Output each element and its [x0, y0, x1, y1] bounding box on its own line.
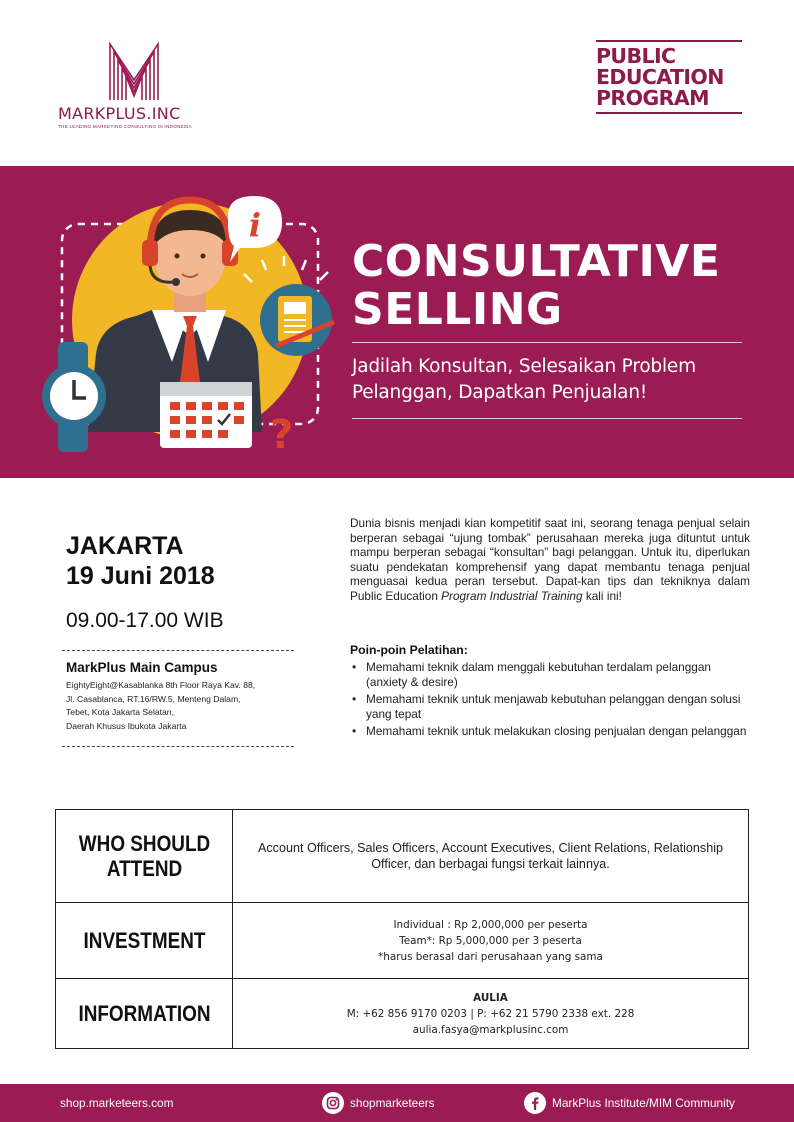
- course-title-line-1: CONSULTATIVE: [352, 236, 721, 287]
- who-should-attend-label: [68, 810, 220, 903]
- facebook-page[interactable]: MarkPlus Institute/MIM Community: [552, 1096, 735, 1110]
- program-line-1: PUBLIC: [596, 44, 676, 68]
- who-should-attend-text: Account Officers, Sales Officers, Account Executives, Client Relations, Relationship Officer, dan berbagai fungsi terkait lainnya.: [257, 841, 724, 871]
- hero-banner: [0, 166, 794, 478]
- title-divider-bottom: [352, 418, 742, 419]
- venue-address-line: Tebet, Kota Jakarta Selatan,: [66, 707, 174, 718]
- instagram-icon: [322, 1092, 344, 1114]
- website-link[interactable]: shop.marketeers.com: [60, 1096, 174, 1110]
- footer-website[interactable]: [60, 1084, 173, 1122]
- intro-program-name: Program Industrial Training: [441, 588, 583, 603]
- venue-name: MarkPlus Main Campus: [66, 660, 218, 675]
- course-subtitle-line-1: Jadilah Konsultan, Selesaikan Problem: [352, 356, 696, 377]
- venue-address-line: Daerah Khusus Ibukota Jakarta: [66, 720, 187, 731]
- title-divider-top: [352, 342, 742, 343]
- public-education-program-badge: [596, 40, 742, 114]
- svg-text:?: ?: [270, 412, 294, 456]
- markplus-m-icon: [104, 40, 164, 102]
- venue-address-line: Jl. Casablanca, RT.16/RW.5, Menteng Dalam,: [66, 693, 241, 704]
- who-should-attend-cell: [233, 810, 749, 903]
- points-title: Poin-poin Pelatihan:: [350, 643, 468, 657]
- footer-bar: [0, 1084, 794, 1122]
- venue-divider-top: [62, 650, 294, 651]
- list-item: • Memahami teknik untuk melakukan closing penjualan dengan pelanggan: [350, 724, 754, 739]
- contact-details: [233, 990, 748, 1038]
- table-row: [56, 810, 749, 903]
- label-line: ATTEND: [106, 856, 182, 881]
- venue-address-line: EightyEight@Kasablanka 8th Floor Raya Kav. 88,: [66, 680, 256, 690]
- program-line-3: PROGRAM: [596, 86, 709, 110]
- intro-text: Dunia bisnis menjadi kian kompetitif saat ini, seorang tenaga penjual selain berperan sebagai “ujung tombak” perusahaan mereka juga dituntut untuk mampu berperan sebagai “konsultan” bagi pelanggan. Untuk itu, diperlukan suatu pendekatan komprehensif yang dapat membantu tenaga penjual menguasai kedua peran tersebut. Dapat-kan tips dan tekniknya dalam Public Education: [350, 516, 750, 603]
- investment-line: Individual : Rp 2,000,000 per peserta: [393, 918, 588, 931]
- investment-label: INVESTMENT: [68, 903, 220, 979]
- event-time: 09.00-17.00 WIB: [66, 609, 224, 632]
- contact-phone[interactable]: M: +62 856 9170 0203 | P: +62 21 5790 2338 ext. 228: [346, 1007, 635, 1020]
- course-title-line-2: SELLING: [352, 284, 563, 335]
- instagram-handle[interactable]: shopmarketeers: [350, 1096, 435, 1110]
- brand-tagline: THE LEADING MARKETING CONSULTING IN INDONESIA: [58, 124, 192, 129]
- investment-line: *harus berasal dari perusahaan yang sama: [378, 950, 603, 963]
- table-row: [56, 979, 749, 1049]
- event-date: 19 Juni 2018: [66, 562, 215, 590]
- venue-address: [66, 679, 296, 733]
- footer-instagram[interactable]: [322, 1084, 435, 1122]
- venue-divider-bottom: [62, 746, 294, 747]
- event-city: JAKARTA: [66, 532, 184, 560]
- training-points-list: [350, 660, 754, 742]
- svg-text:i: i: [248, 206, 262, 244]
- markplus-logo: [58, 40, 218, 129]
- contact-name: AULIA: [473, 991, 508, 1004]
- list-item: • Memahami teknik dalam menggali kebutuhan terdalam pelanggan (anxiety & desire): [350, 660, 754, 689]
- course-subtitle-line-2: Pelanggan, Dapatkan Penjualan!: [352, 382, 648, 403]
- investment-line: Team*: Rp 5,000,000 per 3 peserta: [399, 934, 582, 947]
- table-row: [56, 903, 749, 979]
- investment-details: [233, 917, 748, 965]
- brand-name: MARKPLUS.INC: [58, 104, 181, 123]
- facebook-icon: [524, 1092, 546, 1114]
- list-item: • Memahami teknik untuk menjawab kebutuhan pelanggan dengan solusi yang tepat: [350, 692, 754, 721]
- course-subtitle: [352, 354, 752, 406]
- program-line-2: EDUCATION: [596, 65, 724, 89]
- intro-paragraph: [350, 516, 750, 604]
- contact-email[interactable]: aulia.fasya@markplusinc.com: [412, 1023, 569, 1036]
- intro-text-end: kali ini!: [582, 588, 622, 603]
- information-label: INFORMATION: [68, 979, 220, 1049]
- footer-facebook[interactable]: [524, 1084, 735, 1122]
- info-table: [55, 809, 749, 1049]
- consultant-illustration: [40, 186, 340, 456]
- investment-cell: [233, 903, 749, 979]
- label-line: WHO SHOULD: [78, 831, 210, 856]
- information-cell: [233, 979, 749, 1049]
- course-title: [352, 238, 752, 334]
